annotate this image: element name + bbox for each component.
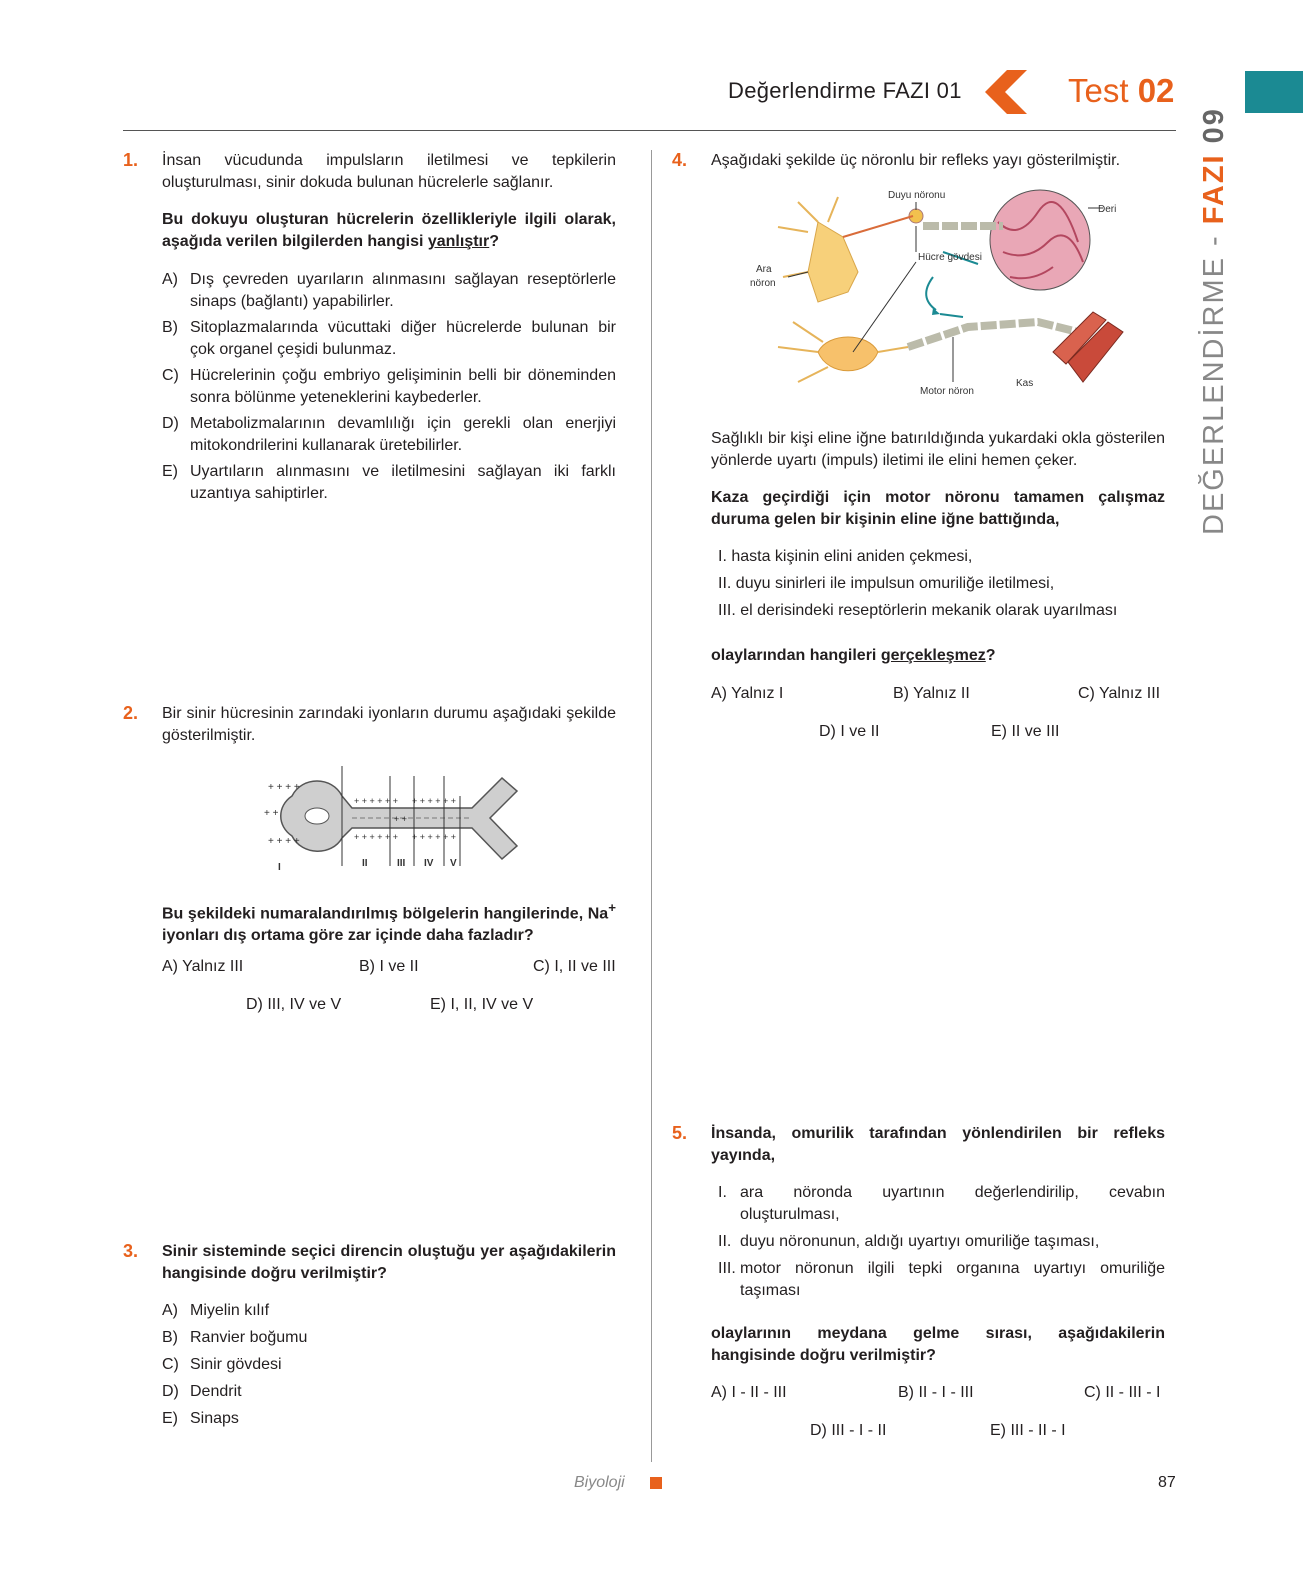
option-letter: C) xyxy=(162,367,179,384)
label-deri: Deri xyxy=(1098,204,1117,215)
region-label-4: IV xyxy=(424,858,434,869)
item-text: duyu nöronunun, aldığı uyartıyı omuriliğe taşıması, xyxy=(740,1233,1100,1250)
motor-axon xyxy=(908,322,1078,347)
region-label-3: III xyxy=(397,858,406,869)
region-label-1: I xyxy=(278,862,281,873)
q2-option-c[interactable]: C) I, II ve III xyxy=(533,958,616,975)
option-letter: A) xyxy=(162,271,178,288)
item-num: II. xyxy=(718,575,732,592)
header-rule xyxy=(123,130,1176,131)
label-kas: Kas xyxy=(1016,378,1034,389)
sensory-fiber xyxy=(843,216,913,237)
q5-question: İnsanda, omurilik tarafından yönlendirilen bir refleks yayında, xyxy=(711,1125,1165,1164)
plus-signs: + + xyxy=(264,808,279,819)
option-text: Uyartıların alınmasını ve iletilmesini sağlayan iki farklı uzantıya sahiptirler. xyxy=(190,463,616,502)
q5-number: 5. xyxy=(672,1123,688,1143)
option-letter: D) xyxy=(162,1383,179,1400)
q1-option-b[interactable] xyxy=(162,317,616,361)
q5-option-d[interactable]: D) III - I - II xyxy=(810,1422,887,1439)
q5-option-a[interactable]: A) I - II - III xyxy=(711,1384,787,1401)
q1-options xyxy=(162,269,616,505)
item-text: hasta kişinin elini aniden çekmesi, xyxy=(731,548,973,565)
motor-cell-body xyxy=(818,337,878,371)
label-noron: nöron xyxy=(750,278,776,289)
option-letter: E) xyxy=(162,463,178,480)
q1-option-c[interactable] xyxy=(162,365,616,409)
q2-intro: Bir sinir hücresinin zarındaki iyonların durumu aşağıdaki şekilde gösterilmiştir. xyxy=(162,705,616,744)
option-text: Metabolizmalarının devamlılığı için gerekli olan enerjiyi mitokondrilerini kullanarak üretebilirler. xyxy=(190,415,616,454)
item-num: I. xyxy=(718,548,727,565)
q4-intro: Aşağıdaki şekilde üç nöronlu bir refleks yayı gösterilmiştir. xyxy=(711,152,1121,169)
q4-item-2 xyxy=(718,573,1165,595)
q4-option-b[interactable]: B) Yalnız II xyxy=(893,685,970,702)
q2-number: 2. xyxy=(123,703,139,723)
q3-option-c[interactable] xyxy=(162,1354,462,1376)
option-text: Hücrelerinin çoğu embriyo gelişiminin belli bir döneminden sonra bölünme yeteneklerini kaybederler. xyxy=(190,367,616,406)
q3-option-a[interactable] xyxy=(162,1300,462,1322)
q4-option-d[interactable]: D) I ve II xyxy=(819,723,880,740)
q1-option-a[interactable] xyxy=(162,269,616,313)
q3-option-b[interactable] xyxy=(162,1327,462,1349)
option-text: Miyelin kılıf xyxy=(190,1302,270,1319)
q4-text: Sağlıklı bir kişi eline iğne batırıldığında yukardaki okla gösterilen yönlerde uyartı (impuls) iletimi ile elini hemen çeker. xyxy=(711,430,1165,469)
option-text: Sinir gövdesi xyxy=(190,1356,282,1373)
impulse-arrow xyxy=(940,314,963,317)
test-word: Test xyxy=(1068,72,1129,109)
q1-number: 1. xyxy=(123,150,139,170)
impulse-arrow xyxy=(926,277,936,310)
item-text: ara nöronda uyartının değerlendirilip, cevabın oluşturulması, xyxy=(740,1184,1165,1223)
q2-question xyxy=(162,897,616,947)
pointer-line xyxy=(853,262,916,352)
item-text: motor nöronun ilgili tepki organına uyartıyı omuriliğe taşıması xyxy=(740,1260,1165,1299)
q5-option-b[interactable]: B) II - I - III xyxy=(898,1384,974,1401)
q1-question xyxy=(162,209,616,253)
header-title: Değerlendirme FAZI 01 xyxy=(728,78,962,103)
item-num: III. xyxy=(718,602,736,619)
q1-question-underlined: yanlıştır xyxy=(427,233,490,250)
q4-tail xyxy=(711,645,1165,667)
label-motor: Motor nöron xyxy=(920,386,974,397)
q3-question: Sinir sisteminde seçici direncin oluştuğu yer aşağıdakilerin hangisinde doğru verilmiştir? xyxy=(162,1243,616,1282)
plus-signs: + + + + xyxy=(268,836,300,847)
option-letter: E) xyxy=(162,1410,178,1427)
q4-option-a[interactable]: A) Yalnız I xyxy=(711,685,784,702)
option-letter: C) xyxy=(162,1356,179,1373)
q2-option-b[interactable]: B) I ve II xyxy=(359,958,419,975)
q4-number: 4. xyxy=(672,150,688,170)
option-text: Sinaps xyxy=(190,1410,239,1427)
option-text: Dendrit xyxy=(190,1383,242,1400)
option-letter: D) xyxy=(162,415,179,432)
label-hucre: Hücre gövdesi xyxy=(918,252,982,263)
side-text: DEĞERLENDİRME - xyxy=(1198,224,1230,535)
footer-subject: Biyoloji xyxy=(574,1474,625,1491)
q4-tail-post: ? xyxy=(985,647,996,664)
option-text: Dış çevreden uyarıların alınmasını sağlayan reseptörlerle sinaps (bağlantı) yapabilirler. xyxy=(190,271,616,310)
plus-signs: + + + + + + xyxy=(412,796,457,806)
q2-question-b: iyonları dış ortama göre zar içinde daha fazladır? xyxy=(162,927,534,945)
neuron-membrane-figure xyxy=(262,756,522,876)
q4-item-3 xyxy=(718,600,1165,622)
item-text: duyu sinirleri ile impulsun omuriliğe iletilmesi, xyxy=(735,575,1055,592)
q5-tail: olaylarının meydana gelme sırası, aşağıdakilerin hangisinde doğru verilmiştir? xyxy=(711,1325,1165,1364)
label-duyu: Duyu nöronu xyxy=(888,190,946,201)
q2-option-e[interactable]: E) I, II, IV ve V xyxy=(430,996,534,1013)
q1-question-pre: Bu dokuyu oluşturan hücrelerin özellikleriyle ilgili olarak, aşağıda verilen bilgilerden hangisi xyxy=(162,211,616,250)
q2-option-a[interactable]: A) Yalnız III xyxy=(162,958,244,975)
plus-signs: + + + + + + xyxy=(412,832,457,842)
option-text: Ranvier boğumu xyxy=(190,1329,308,1346)
q4-tail-pre: olaylarından hangileri xyxy=(711,647,881,664)
option-letter: A) xyxy=(162,1302,178,1319)
q4-option-e[interactable]: E) II ve III xyxy=(991,723,1060,740)
option-letter: B) xyxy=(162,319,178,336)
test-label xyxy=(1068,72,1174,110)
item-num: III. xyxy=(718,1260,736,1277)
region-label-2: II xyxy=(362,858,368,869)
item-num: II. xyxy=(718,1233,732,1250)
q5-item-3 xyxy=(718,1258,1165,1302)
q1-intro: İnsan vücudunda impulsların iletilmesi ve tepkilerin oluşturulması, sinir dokuda bulunan hücrelerle sağlanır. xyxy=(162,152,616,191)
q1-option-e[interactable] xyxy=(162,461,616,505)
chapter-tab xyxy=(1245,71,1303,113)
q5-item-2 xyxy=(718,1231,1165,1253)
q5-item-1 xyxy=(718,1182,1165,1226)
nucleus xyxy=(305,808,329,824)
q2-question-sup: + xyxy=(608,900,616,915)
q2-question-a: Bu şekildeki numaralandırılmış bölgelerin hangilerinde, Na xyxy=(162,905,609,923)
footer-square-icon xyxy=(650,1477,662,1489)
q5-option-c[interactable]: C) II - III - I xyxy=(1084,1384,1161,1401)
q4-option-c[interactable]: C) Yalnız III xyxy=(1078,685,1161,702)
plus-signs: + + xyxy=(394,814,408,824)
page-number: 87 xyxy=(1158,1474,1176,1491)
q4-question: Kaza geçirdiği için motor nöronu tamamen çalışmaz duruma gelen bir kişinin eline iğne battığında, xyxy=(711,489,1165,528)
item-text: el derisindeki reseptörlerin mekanik olarak uyarılması xyxy=(740,602,1118,619)
q3-option-d[interactable] xyxy=(162,1381,462,1403)
plus-signs: + + + + + + xyxy=(354,832,399,842)
item-num: I. xyxy=(718,1184,727,1201)
q4-tail-underlined: gerçekleşmez xyxy=(880,647,986,664)
q3-options xyxy=(162,1300,462,1430)
q4-item-1 xyxy=(718,546,1165,568)
reflex-arc-figure xyxy=(748,182,1138,422)
plus-signs: + + + + xyxy=(268,782,300,793)
q5-items xyxy=(718,1182,1165,1302)
option-letter: B) xyxy=(162,1329,178,1346)
side-faz: FAZI xyxy=(1198,153,1230,225)
label-ara: Ara xyxy=(756,264,772,275)
option-text: Sitoplazmalarında vücuttaki diğer hücrelerde bulunan bir çok organel çeşidi bulunmaz. xyxy=(190,319,616,358)
q1-option-d[interactable] xyxy=(162,413,616,457)
column-divider xyxy=(651,150,652,1462)
q2-option-d[interactable]: D) III, IV ve V xyxy=(246,996,342,1013)
q1-question-post: ? xyxy=(489,233,499,250)
side-num: 09 xyxy=(1198,107,1230,144)
test-number: 02 xyxy=(1137,72,1175,109)
q5-option-e[interactable]: E) III - II - I xyxy=(990,1422,1066,1439)
chevron-left-icon xyxy=(985,70,1027,114)
region-label-5: V xyxy=(450,858,457,869)
plus-signs: + + + + + + xyxy=(354,796,399,806)
side-label xyxy=(1198,107,1231,535)
q3-number: 3. xyxy=(123,1241,139,1261)
q3-option-e[interactable] xyxy=(162,1408,462,1430)
